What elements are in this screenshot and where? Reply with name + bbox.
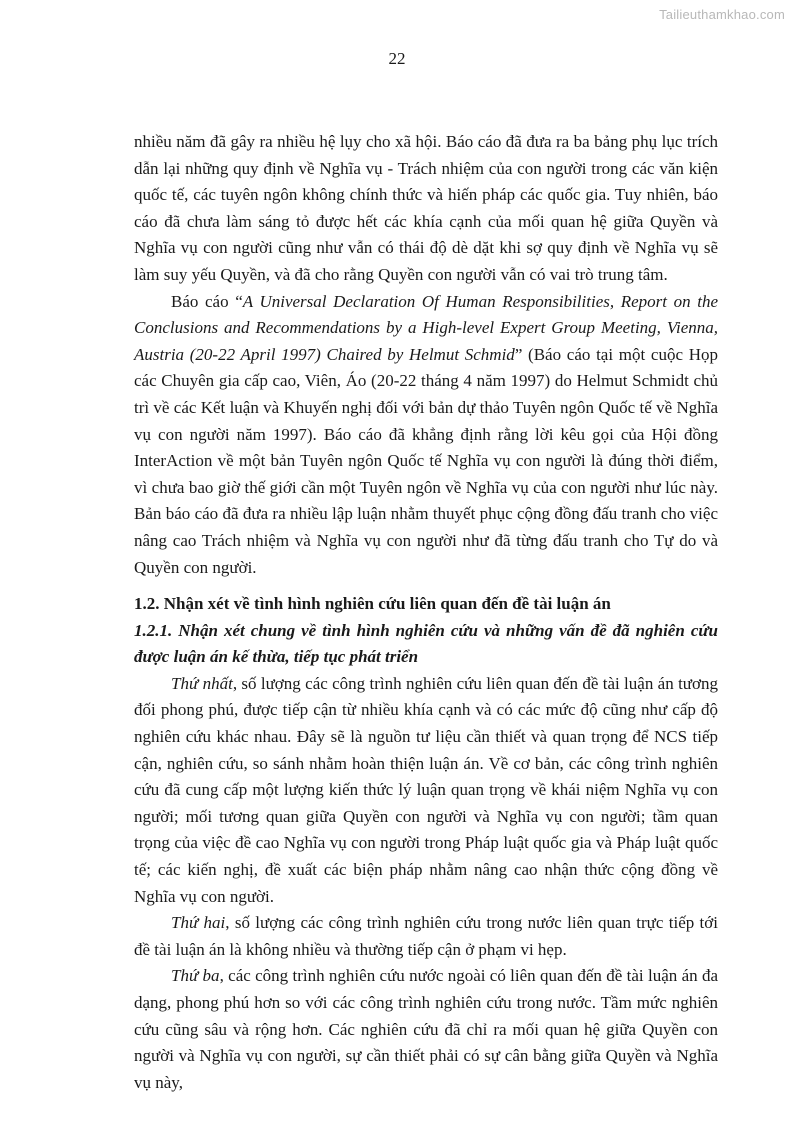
paragraph-lead: Báo cáo “ xyxy=(171,291,243,311)
paragraph-text: nhiều năm đã gây ra nhiều hệ lụy cho xã hội. Báo cáo đã đưa ra ba bảng phụ lục trích dẫn lại những quy định về Nghĩa vụ - Trách nhiệm của con người trong các văn kiện quốc tế, các tuyên ngôn không chính thức và hiến pháp các quốc gia. Tuy nhiên, báo cáo đã chưa làm sáng tỏ được hết các khía cạnh của mối quan hệ giữa Quyền và Nghĩa vụ con người cũng như vẫn có thái độ dè dặt khi sợ quy định về Nghĩa vụ sẽ làm suy yếu Quyền, và đã cho rằng Quyền con người vẫn có vai trò trung tâm. xyxy=(134,132,718,284)
paragraph-lead: Thứ nhất xyxy=(171,673,233,693)
paragraph-text: , số lượng các công trình nghiên cứu liên quan đến đề tài luận án tương đối phong phú, được tiếp cận từ nhiều khía cạnh và có các mức độ cũng như cấp độ nghiên cứu khác nhau. Đây sẽ là nguồn tư liệu cần thiết và quan trọng để NCS tiếp cận, nghiên cứu, so sánh nhằm hoàn thiện luận án. Về cơ bản, các công trình nghiên cứu đã cung cấp một lượng kiến thức lý luận quan trọng về khái niệm Nghĩa vụ con người; mối tương quan giữa Quyền con người và Nghĩa vụ con người; tầm quan trọng của việc đề cao Nghĩa vụ con người trong Pháp luật quốc gia và Pháp luật quốc tế; các kiến nghị, đề xuất các biện pháp nhằm nâng cao nhận thức cộng đồng về Nghĩa vụ con người. xyxy=(134,673,718,906)
paragraph-third xyxy=(134,963,718,1096)
paragraph-first xyxy=(134,671,718,910)
paragraph-lead: Thứ hai xyxy=(171,913,226,933)
paragraph-report-vienna xyxy=(134,289,718,582)
report-title: A Universal Declaration Of Human Responsibilities, Report on the Conclusions and Recommendations by a High-level Expert Group Meeting, Vienna, Austria (20-22 April 1997) Chaired by Helmut Schmid xyxy=(134,291,718,364)
subsection-heading-1-2-1: 1.2.1. Nhận xét chung về tình hình nghiên cứu và những vấn đề đã nghiên cứu được luận án kế thừa, tiếp tục phát triển xyxy=(134,620,718,667)
page-number: 22 xyxy=(388,49,406,68)
paragraph-text: ” (Báo cáo tại một cuộc Họp các Chuyên gia cấp cao, Viên, Áo (20-22 tháng 4 năm 1997) do Helmut Schmidt chủ trì về các Kết luận và Khuyến nghị đối với bản dự thảo Tuyên ngôn Quốc tế về Nghĩa vụ con người năm 1997). Báo cáo đã khẳng định rằng lời kêu gọi của Hội đồng InterAction về một bản Tuyên ngôn Quốc tế Nghĩa vụ con người là đúng thời điểm, vì chưa bao giờ thế giới cần một Tuyên ngôn về Nghĩa vụ của con người như lúc này. Bản báo cáo đã đưa ra nhiều lập luận nhằm thuyết phục cộng đồng đấu tranh cho việc nâng cao Trách nhiệm và Nghĩa vụ con người như đã từng đấu tranh cho Tự do và Quyền con người. xyxy=(134,344,718,577)
paragraph-text: , số lượng các công trình nghiên cứu trong nước liên quan trực tiếp tới đề tài luận án là không nhiều và thường tiếp cận ở phạm vi hẹp. xyxy=(134,913,718,959)
paragraph-second xyxy=(134,910,718,963)
paragraph-lead: Thứ ba xyxy=(171,966,220,986)
document-body xyxy=(134,129,718,1096)
section-heading-1-2: 1.2. Nhận xét về tình hình nghiên cứu liên quan đến đề tài luận án xyxy=(134,594,611,614)
paragraph-continuation xyxy=(134,129,718,289)
watermark: Tailieuthamkhao.com xyxy=(659,7,785,22)
paragraph-text: , các công trình nghiên cứu nước ngoài có liên quan đến đề tài luận án đa dạng, phong phú hơn so với các công trình nghiên cứu trong nước. Tầm mức nghiên cứu cũng sâu và rộng hơn. Các nghiên cứu đã chỉ ra mối quan hệ giữa Quyền con người và Nghĩa vụ con người, sự cần thiết phải có sự cân bằng giữa Quyền và Nghĩa vụ này, xyxy=(134,966,718,1092)
